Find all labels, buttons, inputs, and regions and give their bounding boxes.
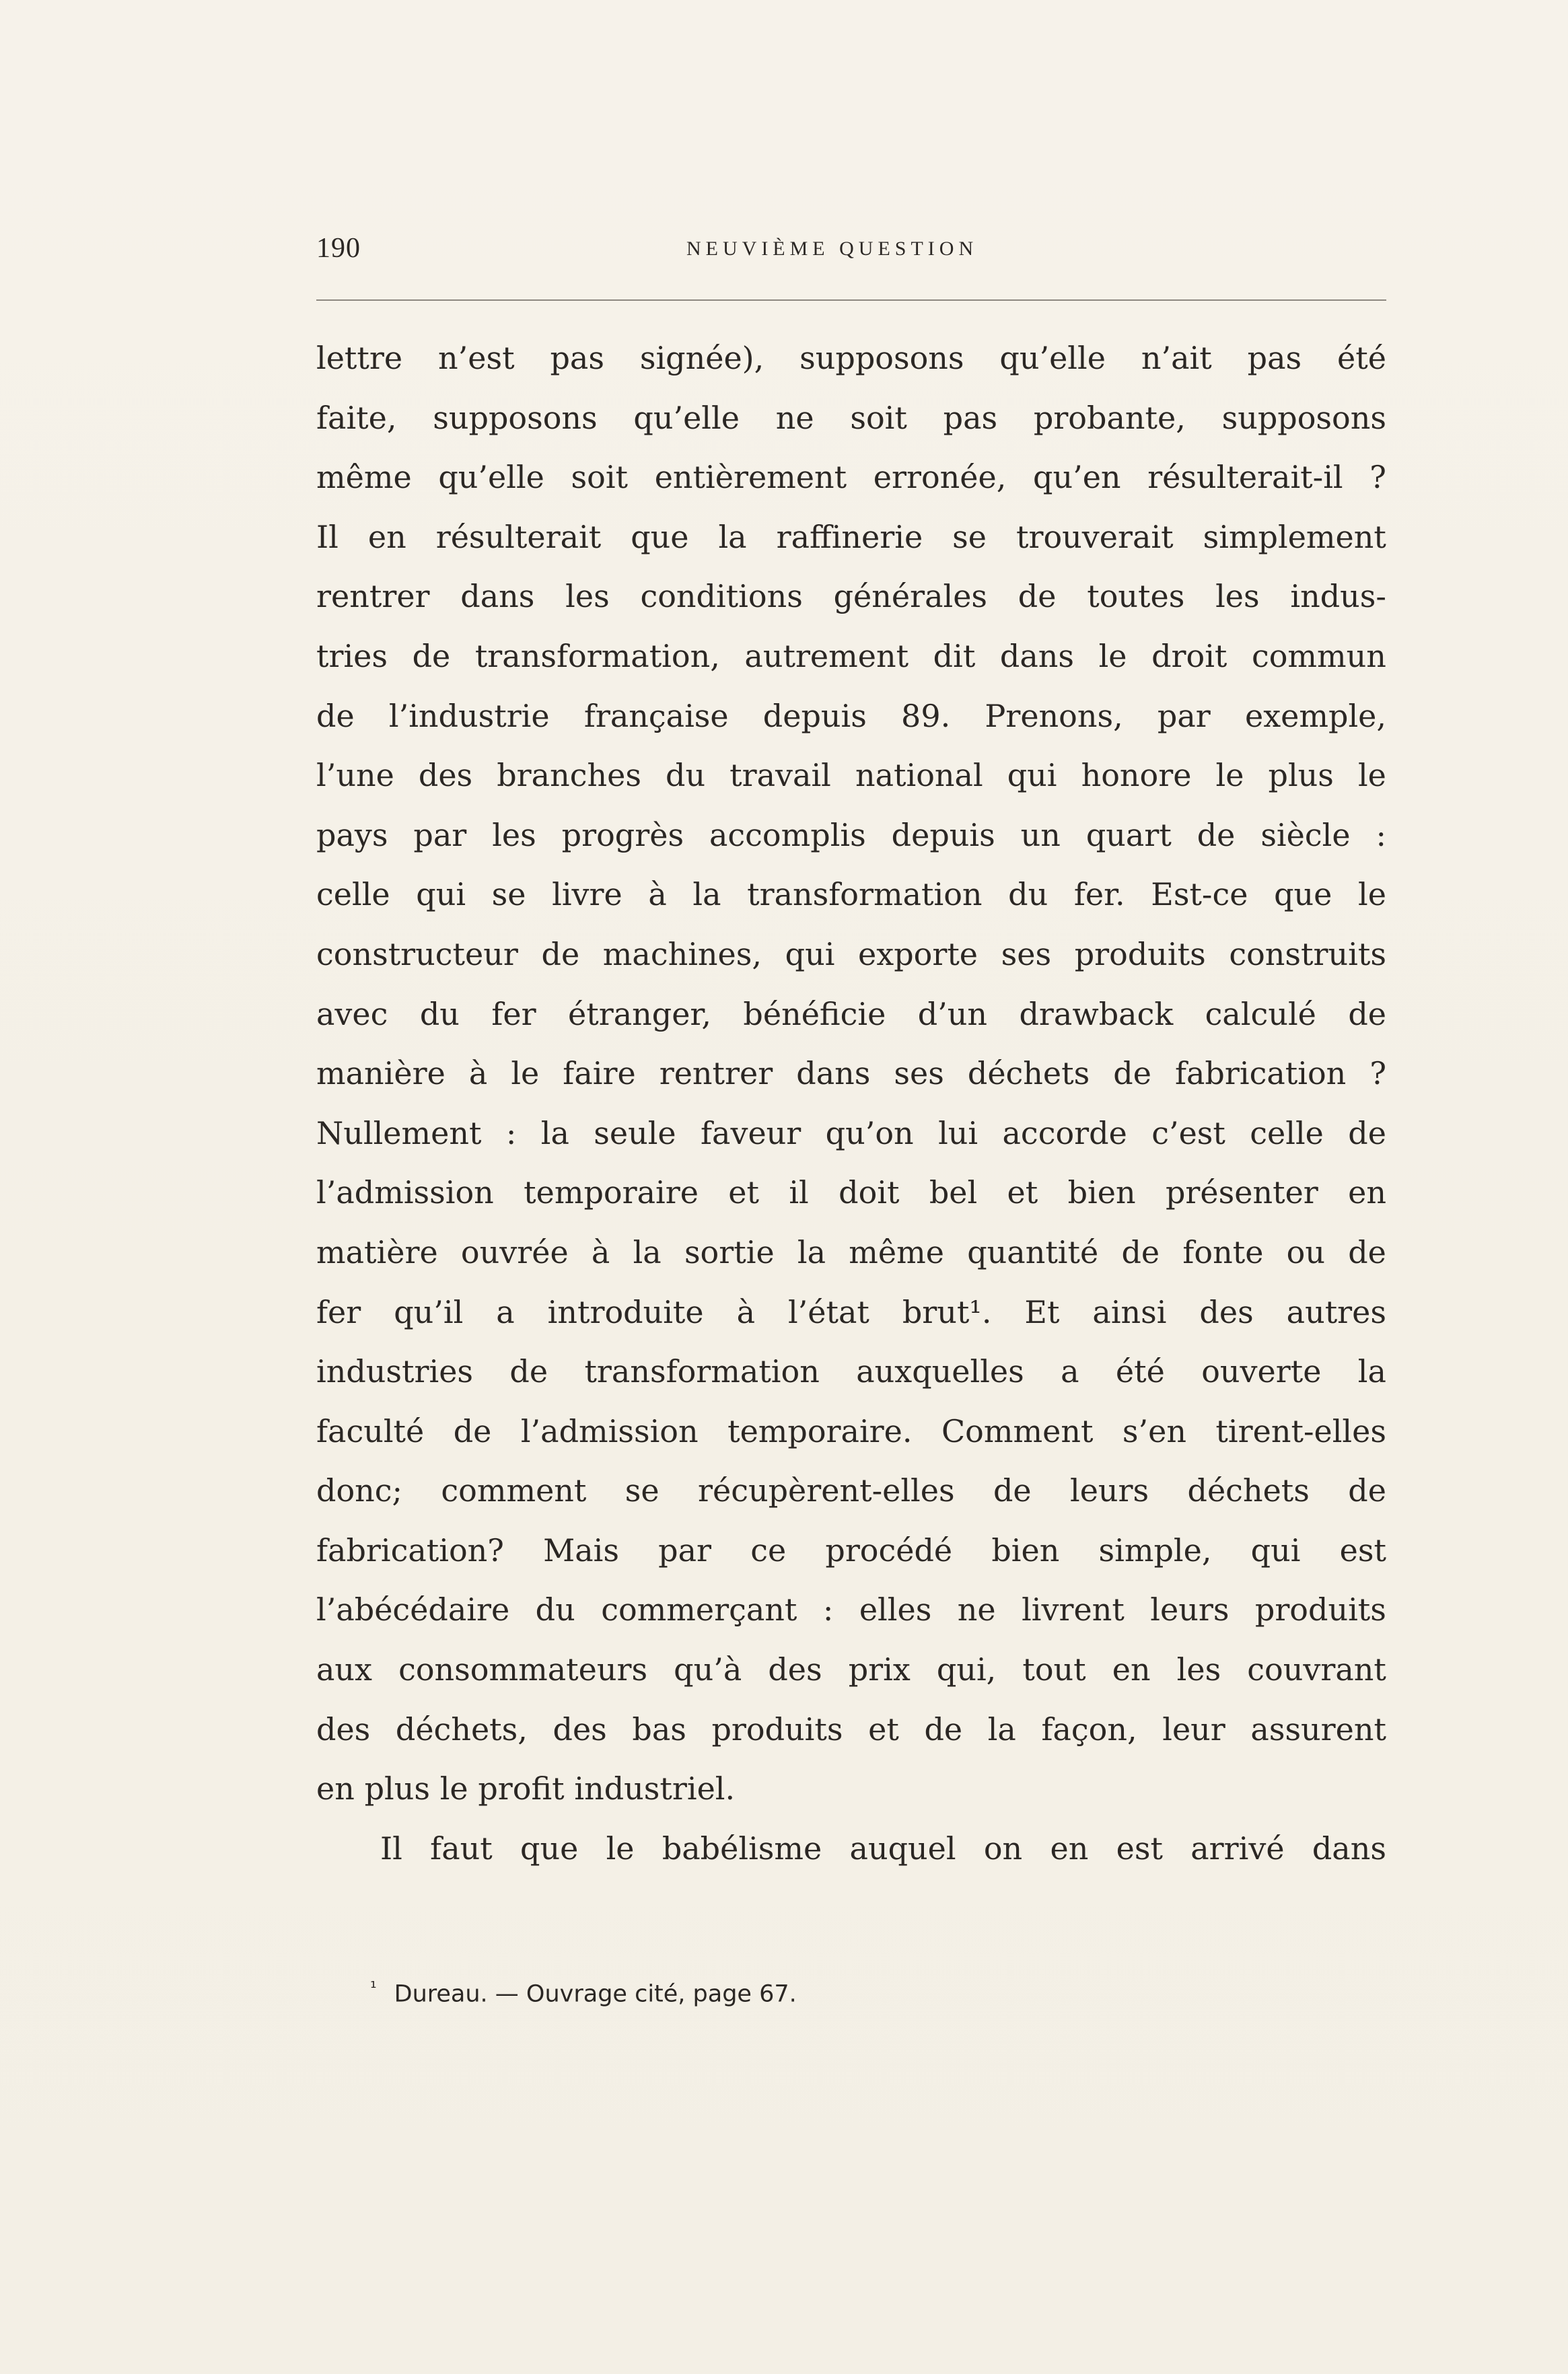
text-line: Il faut que le babélisme auquel on en est arrivé dans [380,1830,1386,1867]
text-line: celle qui se livre à la transformation du fer. Est-ce que le [316,876,1386,913]
running-title: NEUVIÈME QUESTION [686,238,978,260]
text-line: manière à le faire rentrer dans ses déchets de fabrication ? [316,1055,1386,1092]
text-line: constructeur de machines, qui exporte ses produits construits [316,935,1386,972]
text-line: matière ouvrée à la sortie la même quantité de fonte ou de [316,1233,1386,1270]
text-line: industries de transformation auxquelles a été ouverte la [316,1353,1386,1390]
text-line: fer qu’il a introduite à l’état brut¹. Et ainsi des autres [316,1293,1386,1330]
text-line: l’une des branches du travail national qui honore le plus le [316,757,1386,794]
text-line: avec du fer étranger, bénéficie d’un drawback calculé de [316,995,1386,1032]
text-line: pays par les progrès accomplis depuis un quart de siècle : [316,816,1386,853]
body-text [316,340,1386,1890]
text-line: aux consommateurs qu’à des prix qui, tout en les couvrant [316,1651,1386,1688]
text-line: lettre n’est pas signée), supposons qu’elle n’ait pas été [316,340,1386,376]
text-line: l’admission temporaire et il doit bel et bien présenter en [316,1174,1386,1211]
text-line: en plus le profit industriel. [316,1770,736,1807]
text-line: tries de transformation, autrement dit dans le droit commun [316,637,1386,674]
footnote-text: Dureau. — Ouvrage cité, page 67. [394,1980,797,2008]
text-line: faculté de l’admission temporaire. Comment s’en tirent-elles [316,1412,1386,1449]
footnote-mark: ¹ [370,1978,377,1997]
text-line: de l’industrie française depuis 89. Prenons, par exemple, [316,697,1386,734]
text-line: Nullement : la seule faveur qu’on lui accorde c’est celle de [316,1114,1386,1151]
footnote [370,1978,797,2008]
header-rule [316,299,1386,301]
page-number: 190 [316,233,361,264]
text-line: rentrer dans les conditions générales de toutes les indus- [316,578,1386,615]
text-line: même qu’elle soit entièrement erronée, qu’en résulterait-il ? [316,459,1386,496]
text-line: faite, supposons qu’elle ne soit pas probante, supposons [316,399,1386,436]
text-line: des déchets, des bas produits et de la façon, leur assurent [316,1711,1386,1748]
text-line: fabrication? Mais par ce procédé bien simple, qui est [316,1532,1386,1569]
text-line: donc; comment se récupèrent-elles de leurs déchets de [316,1472,1386,1509]
page-header [316,232,1386,273]
text-line: l’abécédaire du commerçant : elles ne livrent leurs produits [316,1591,1386,1628]
text-line: Il en résulterait que la raffinerie se trouverait simplement [316,518,1386,555]
